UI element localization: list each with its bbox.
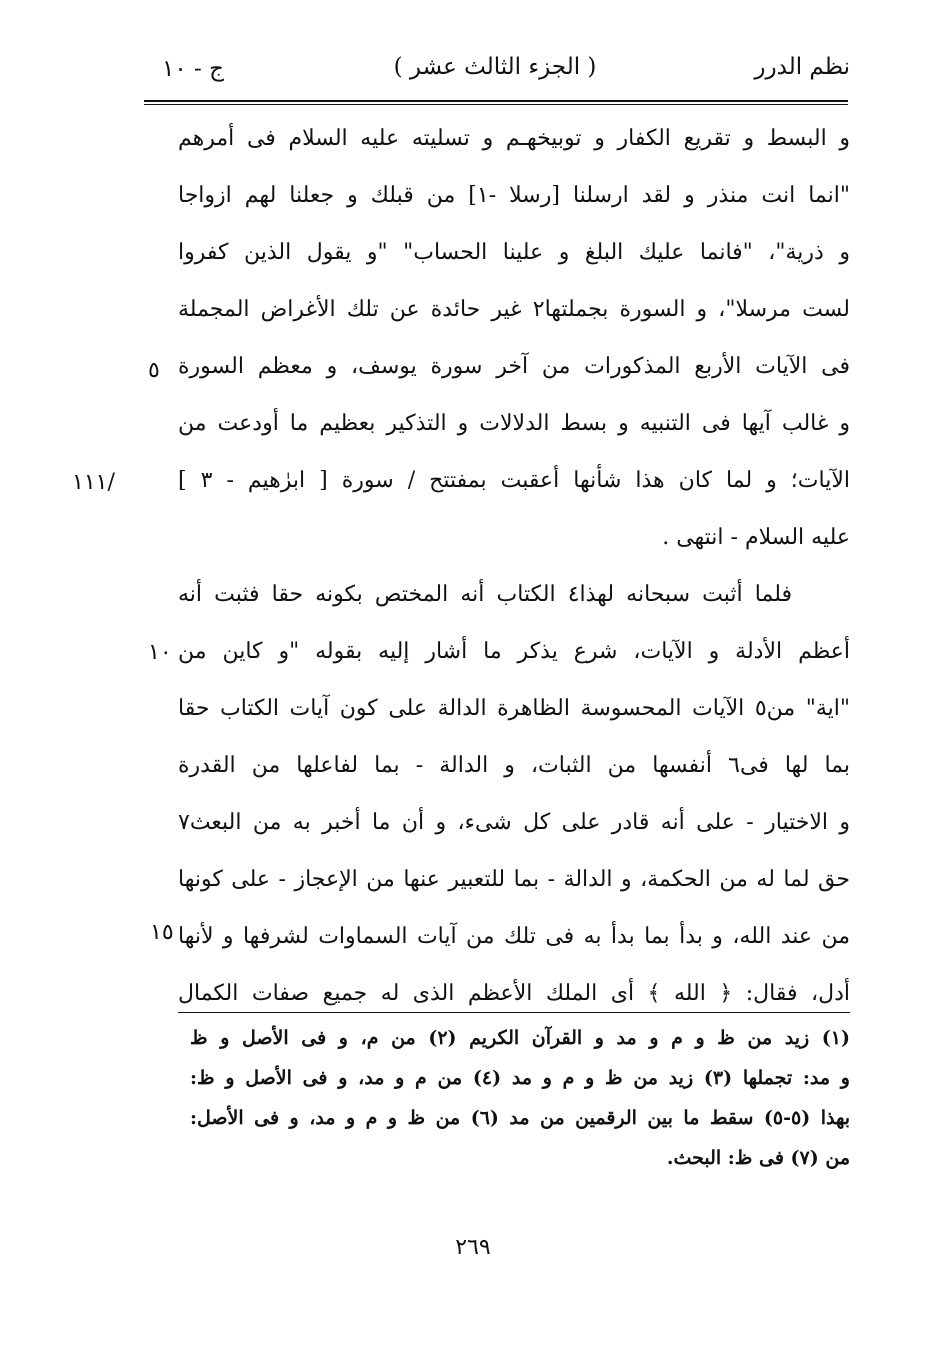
text-line: الآيات؛ و لما كان هذا شأنها أعقبت بمفتتح / سورة [ ابرٰهيم - ٣ ] xyxy=(178,468,850,493)
main-text xyxy=(178,110,850,1022)
text-line: بما لها فى٦ أنفسها من الثبات، و الدالة - بما لفاعلها من القدرة xyxy=(178,753,850,778)
line-number-5: ٥ xyxy=(148,358,160,383)
text-line: أدل، فقال: ﴿ الله ﴾ أى الملك الأعظم الذى له جميع صفات الكمال xyxy=(178,981,850,1006)
volume-label: ( الجزء الثالث عشر ) xyxy=(393,54,597,80)
footnotes xyxy=(190,1018,850,1178)
text-line: و ذرية"، "فانما عليك البلغ و علينا الحساب" "و يقول الذين كفروا xyxy=(178,240,850,265)
book-title: نظم الدرر xyxy=(754,54,850,80)
text-line: أعظم الأدلة و الآيات، شرع يذكر ما أشار إليه بقوله "و كاين من xyxy=(178,639,850,664)
footnote-line: و مد: تجملها (٣) زيد من ظ و م و مد (٤) من م و مد، و فى الأصل و ظ: xyxy=(190,1067,850,1089)
folio-marker: /١١١ xyxy=(72,470,115,495)
footnote-separator xyxy=(178,1012,850,1013)
text-line: "انما انت منذر و لقد ارسلنا [رسلا -١] من قبلك و جعلنا لهم ازواجا xyxy=(178,183,850,208)
text-line: لست مرسلا"، و السورة بجملتها٢ غير حائدة عن تلك الأغراض المجملة xyxy=(178,297,850,322)
page-number: ٢٦٩ xyxy=(455,1235,491,1260)
text-line: فى الآيات الأربع المذكورات من آخر سورة يوسف، و معظم السورة xyxy=(178,354,850,379)
footnote-line: من (٧) فى ظ: البحث. xyxy=(666,1147,850,1169)
text-line: "اية" من٥ الآيات المحسوسة الظاهرة الدالة على كون آيات الكتاب حقا xyxy=(178,696,850,721)
footnote-line: (١) زيد من ظ و م و مد و القرآن الكريم (٢) من م، و فى الأصل و ظ xyxy=(190,1027,850,1049)
text-line: و غالب آيها فى التنبيه و بسط الدلالات و التذكير بعظيم ما أودعت من xyxy=(178,411,850,436)
text-line: حق لما له من الحكمة، و الدالة - بما للتعبير عنها من الإعجاز - على كونها xyxy=(178,867,850,892)
line-number-10: ١٠ xyxy=(148,640,172,665)
header-rule-thin xyxy=(144,104,848,105)
text-line: عليه السلام - انتهى . xyxy=(662,525,850,550)
line-number-15: ١٥ xyxy=(150,920,174,945)
text-line: من عند الله، و بدأ بما بدأ به فى تلك من آيات السماوات لشرفها و لأنها xyxy=(178,924,850,949)
paragraph-start-line: فلما أثبت سبحانه لهذا٤ الكتاب أنه المختص بكونه حقا فثبت أنه xyxy=(178,582,792,607)
text-line: و الاختيار - على أنه قادر على كل شىء، و أن ما أخبر به من البعث٧ xyxy=(178,810,850,835)
part-label: ج - ١٠ xyxy=(162,56,224,82)
page-header xyxy=(150,50,850,90)
footnote-line: بهذا (٥-٥) سقط ما بين الرقمين من مد (٦) من ظ و م و مد، و فى الأصل: xyxy=(190,1107,850,1129)
header-rule xyxy=(144,100,848,102)
text-line: و البسط و تقريع الكفار و توبيخهـم و تسليته عليه السلام فى أمرهم xyxy=(178,126,850,151)
